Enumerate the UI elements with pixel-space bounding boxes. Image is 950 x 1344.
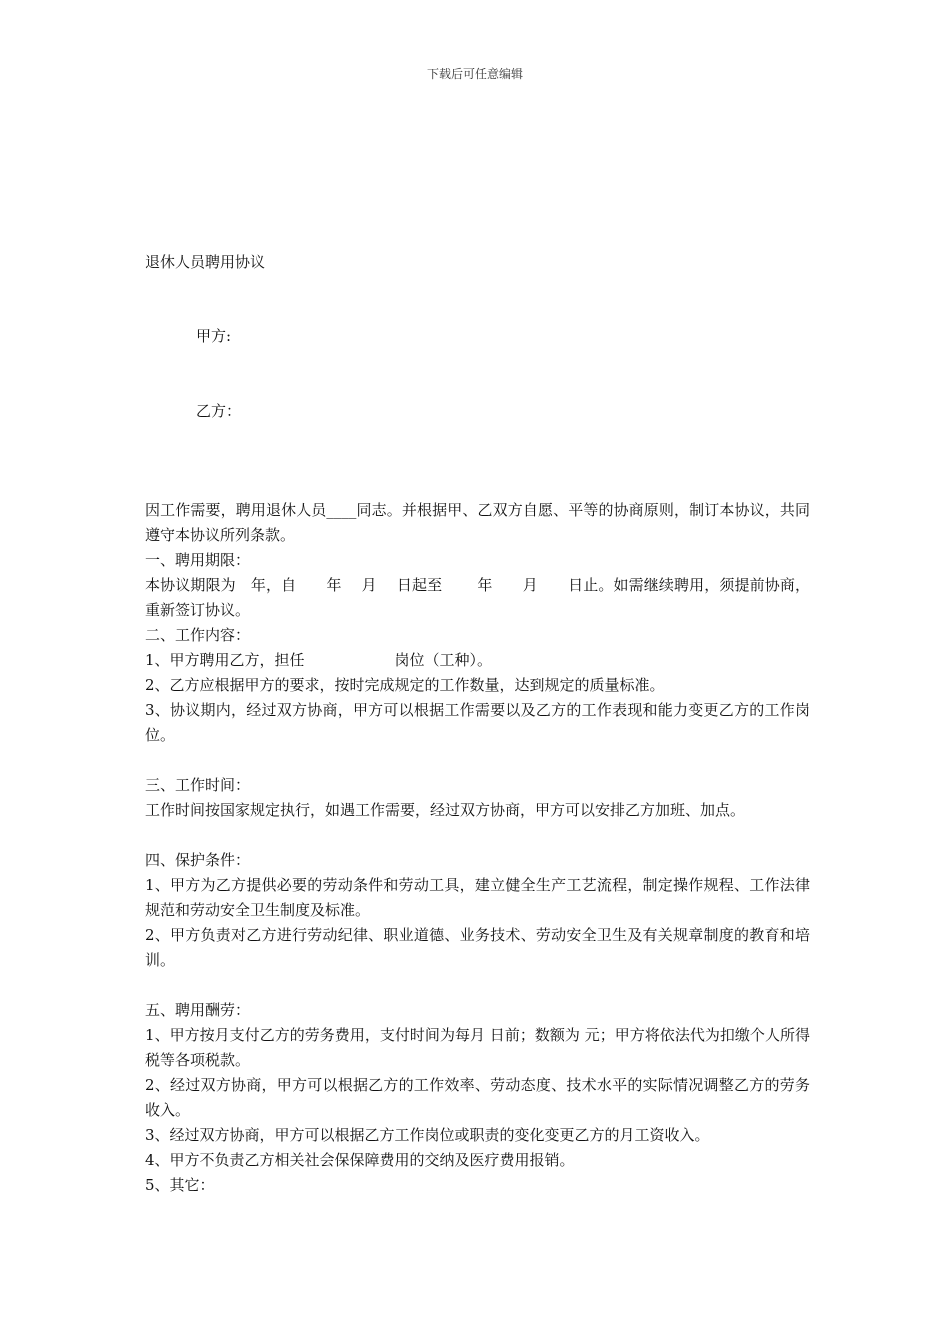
section-3-heading: 三、工作时间：	[145, 776, 251, 794]
section-5-item-5: 5、其它：	[145, 1176, 215, 1194]
section-1-heading: 一、聘用期限：	[145, 551, 251, 569]
intro-paragraph: 因工作需要，聘用退休人员____同志。并根据甲、乙双方自愿、平等的协商原则，制订本协议，共同遵守本协议所列条款。	[145, 501, 810, 544]
spacer	[145, 823, 810, 848]
section-5-item-2: 2、经过双方协商，甲方可以根据乙方的工作效率、劳动态度、技术水平的实际情况调整乙方的劳务收入。	[145, 1076, 810, 1119]
page-header-note: 下载后可任意编辑	[426, 67, 523, 81]
section-2-item-1: 1、甲方聘用乙方，担任 岗位（工种）。	[145, 651, 493, 669]
spacer	[145, 973, 810, 998]
section-4-item-1: 1、甲方为乙方提供必要的劳动条件和劳动工具，建立健全生产工艺流程，制定操作规程、工作法律规范和劳动安全卫生制度及标准。	[145, 876, 810, 919]
agreement-body	[145, 498, 810, 1198]
section-5-heading: 五、聘用酬劳：	[145, 1001, 251, 1019]
party-b-label: 乙方：	[196, 402, 242, 420]
section-5-item-4: 4、甲方不负责乙方相关社会保保障费用的交纳及医疗费用报销。	[145, 1151, 575, 1169]
section-1-paragraph: 本协议期限为 年，自 年 月 日起至 年 月 日止。如需继续聘用，须提前协商，重新签订协议。	[145, 576, 810, 619]
party-a-label: 甲方:	[196, 327, 232, 345]
section-3-paragraph: 工作时间按国家规定执行，如遇工作需要，经过双方协商，甲方可以安排乙方加班、加点。	[145, 801, 746, 819]
spacer	[145, 748, 810, 773]
section-2-item-2: 2、乙方应根据甲方的要求，按时完成规定的工作数量，达到规定的质量标准。	[145, 676, 665, 694]
section-4-heading: 四、保护条件：	[145, 851, 251, 869]
section-4-item-2: 2、甲方负责对乙方进行劳动纪律、职业道德、业务技术、劳动安全卫生及有关规章制度的教育和培训。	[145, 926, 810, 969]
section-5-item-1: 1、甲方按月支付乙方的劳务费用，支付时间为每月 日前；数额为 元；甲方将依法代为扣缴个人所得税等各项税款。	[145, 1026, 810, 1069]
section-2-heading: 二、工作内容：	[145, 626, 251, 644]
document-title: 退休人员聘用协议	[145, 253, 266, 271]
section-2-item-3: 3、协议期内，经过双方协商，甲方可以根据工作需要以及乙方的工作表现和能力变更乙方的工作岗位。	[145, 701, 810, 744]
section-5-item-3: 3、经过双方协商，甲方可以根据乙方工作岗位或职责的变化变更乙方的月工资收入。	[145, 1126, 710, 1144]
